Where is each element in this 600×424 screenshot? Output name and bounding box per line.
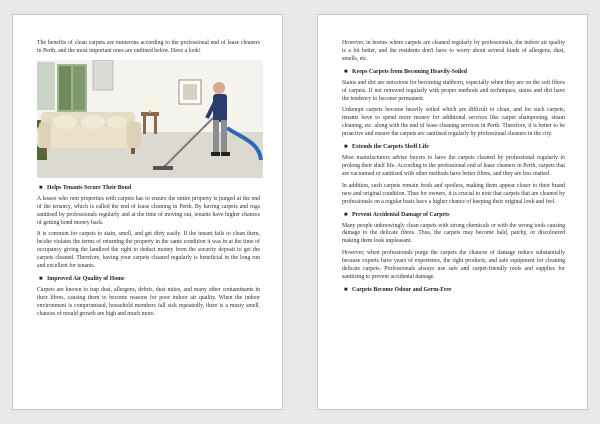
paragraph: It is common for carpets to stain, smell, and get dirty easily. If the tenant fails to clean them, he/she violates the terms of returning the property in the same condition it was in at the time of occupancy giving the landlord the right to deduct money from the security deposit to get the carpets cleaned. Therefore, having your carpets cleaned regularly is beneficial in the long run and excellent for tenants. xyxy=(37,231,260,270)
paragraph: Most manufacturers advise buyers to have the carpets cleaned by professional regularly to prolong their shelf life. According to the professional end of lease cleaners in Perth, carpets that are vacuumed or sanitised with other methods have better fibres, and they are less matted. xyxy=(342,155,565,177)
section-heading-air-quality: ■ Improved Air Quality of Home xyxy=(39,275,125,282)
left-page xyxy=(12,14,283,410)
paragraph: A lessee who rent properties with carpets has to ensure the entire property is purged at the end of the tenancy, which is called the end of lease cleaning in Perth. By having carpets and rugs sanitised by professionals regularly and at the time of moving out, tenants have higher chances of getting bond money back. xyxy=(37,195,260,226)
paragraph: Many people unknowingly clean carpets with strong chemicals or with the wrong tools causing damage to the delicate fibres. Thus, the carpets may become bald, patchy, or discoloured making them look unpleasant. xyxy=(342,222,565,245)
bullet-icon: ■ xyxy=(344,68,348,75)
bullet-icon: ■ xyxy=(344,211,348,218)
section-heading-shelf-life: ■ Extends the Carpets Shelf Life xyxy=(344,144,429,151)
right-page xyxy=(317,14,588,410)
right-intro: However, in homes where carpets are cleaned regularly by professionals, the indoor air quality is a lot better, and the residents don't have to worry about several kinds of allergens, dust, smells, etc. xyxy=(342,40,565,62)
bullet-icon: ■ xyxy=(39,184,43,191)
bullet-icon: ■ xyxy=(344,144,348,151)
paragraph: Unkempt carpets become heavily soiled which are difficult to clean, and for such carpets, tenants have to spend more money for additional services like carpet shampooing, steam cleaning, etc. along with the end of lease cleaning services in Perth. Therefore, it is better to be proactive and ensure the carpets are sanitised regularly by professional cleaners in the city. xyxy=(342,107,565,138)
carpet-cleaning-photo xyxy=(37,60,263,178)
section-heading-bond: ■ Helps Tenants Secure Their Bond xyxy=(39,184,132,191)
section-heading-odour-germ-free: ■ Carpets Become Odour and Germ-Free xyxy=(344,286,452,293)
bullet-icon: ■ xyxy=(39,275,43,282)
paragraph: In addition, such carpets remain fresh and spotless, making them appear closer to their brand new and original condition. Thus for owners, it is crucial to note that carpets that are cleaned by professionals on a regular basis have a higher chance of keeping their original look and feel. xyxy=(342,182,565,205)
paragraph: However, when professionals purge the carpets the chances of damage reduce substantially because experts have years of experience, the right products, and safe equipment for cleaning delicate carpets. Professionals always use safe and carpet-friendly tools and supplies for sanitising to prevent accidental damage. xyxy=(342,250,565,280)
paragraph: Stains and dirt are notorious for becoming stubborn, especially when they are on the soft fibres of carpets. If not removed regularly with proper methods and techniques, stains and dirt have the tendency to become permanent. xyxy=(342,79,565,102)
left-intro: The benefits of clean carpets are numerous according to the professional end of lease cleaners in Perth, and the most important ones are outlined below. Have a look! xyxy=(37,40,260,54)
section-heading-accidental-damage: ■ Prevent Accidental Damage of Carpets xyxy=(344,211,450,218)
carpet-cleaning-illustration xyxy=(37,60,263,178)
section-heading-heavily-soiled: ■ Keeps Carpets from Becoming Heavily-Soiled xyxy=(344,68,468,75)
bullet-icon: ■ xyxy=(344,286,348,293)
paragraph: Carpets are known to trap dust, allergens, debris, dust mites, and many other contaminants in their fibres, causing them to become reasons for poor indoor air quality. When the indoor environment is compromised, household members fall sick repeatedly, there is a musty smell, chances of mould growth are high and much more. xyxy=(37,286,260,317)
